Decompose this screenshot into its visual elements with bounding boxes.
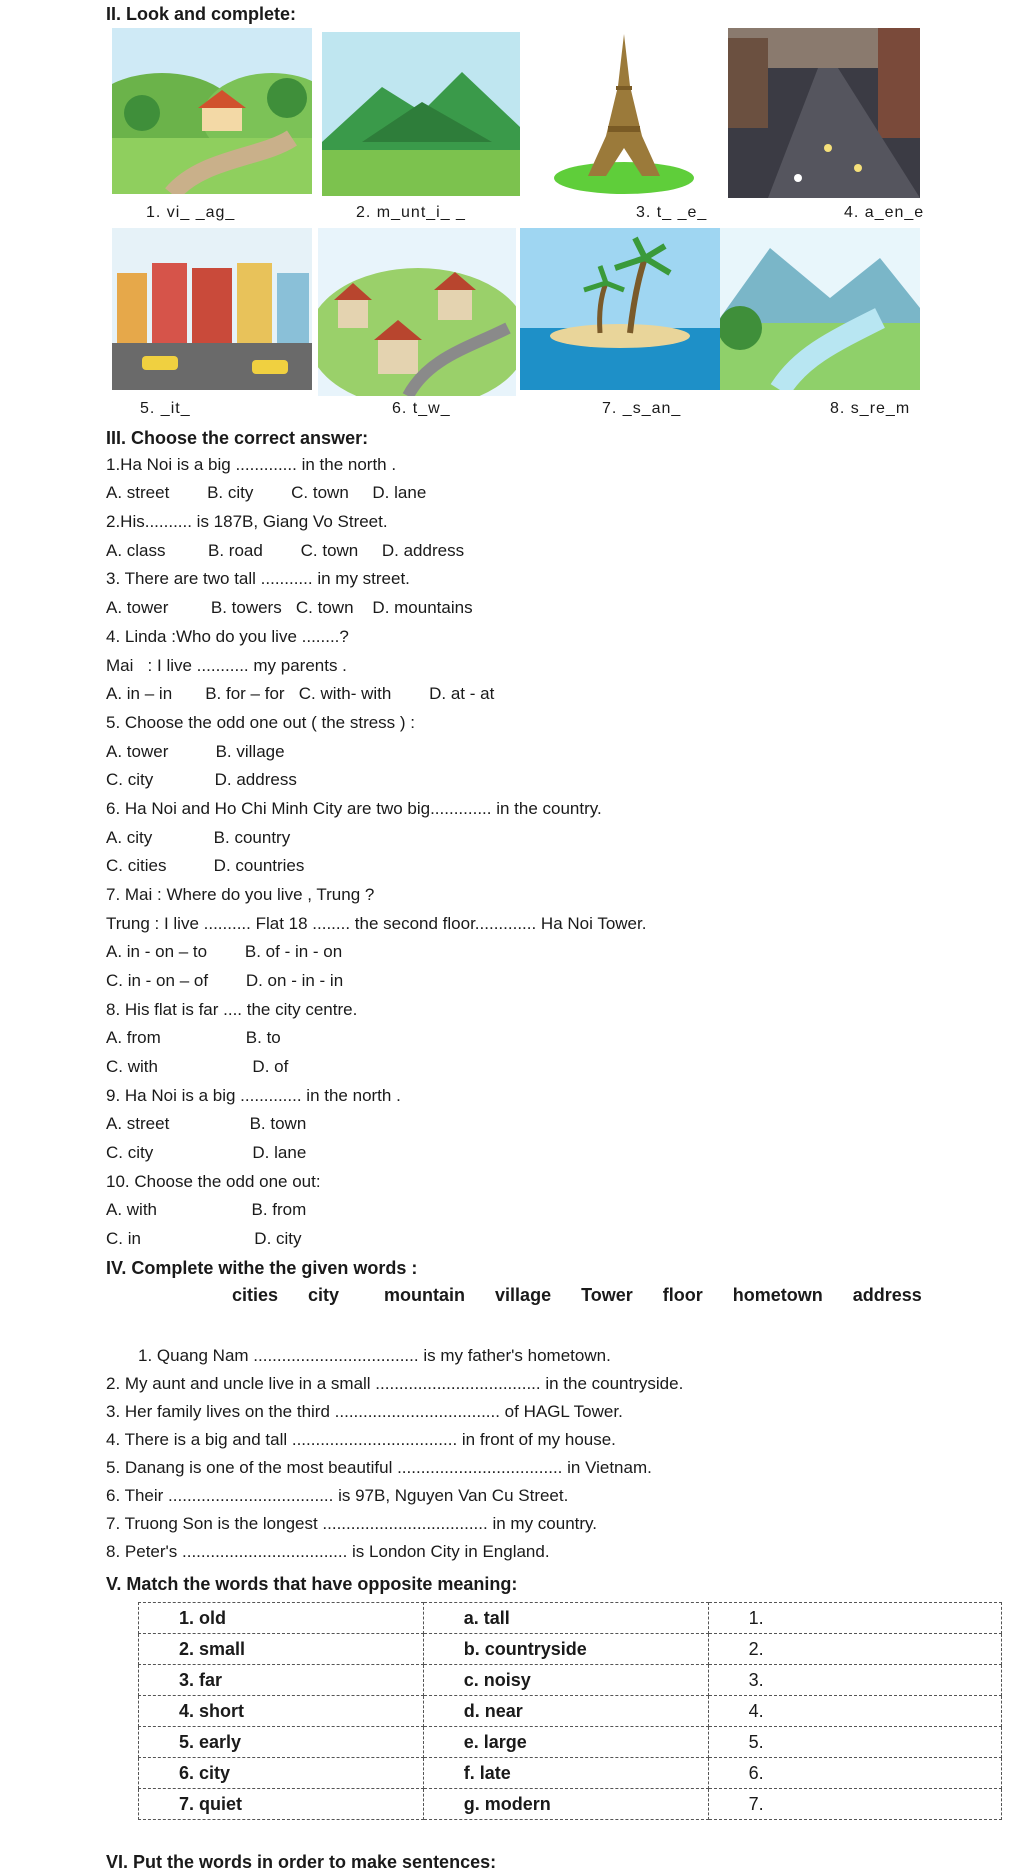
q5-options-ab: A. tower B. village	[106, 742, 285, 761]
fill-item-5: 5. Danang is one of the most beautiful ................................... in Vietnam.	[106, 1458, 652, 1477]
q8-options-ab: A. from B. to	[106, 1028, 281, 1047]
match-left: 3. far	[139, 1665, 424, 1696]
q9-options-cd: C. city D. lane	[106, 1143, 307, 1162]
q4-options: A. in – in B. for – for C. with- with D. at - at	[106, 684, 495, 703]
city-image	[112, 228, 312, 390]
table-row	[139, 1789, 1002, 1820]
q1-text: 1.Ha Noi is a big ............. in the north .	[106, 455, 397, 474]
q2-text: 2.His.......... is 187B, Giang Vo Street.	[106, 512, 388, 531]
q7-reply: Trung : I live .......... Flat 18 ........ the second floor............. Ha Noi Tower.	[106, 914, 647, 933]
match-left: 7. quiet	[139, 1789, 424, 1820]
tower-image	[530, 26, 718, 198]
fill-item-7: 7. Truong Son is the longest ................................... in my country.	[106, 1514, 597, 1533]
match-left: 6. city	[139, 1758, 424, 1789]
fill-item-8: 8. Peter's ................................... is London City in England.	[106, 1542, 550, 1561]
match-left: 4. short	[139, 1696, 424, 1727]
answer-cell[interactable]: 1.	[708, 1603, 1001, 1634]
section-2-title: II. Look and complete:	[106, 4, 297, 24]
q1-options: A. street B. city C. town D. lane	[106, 483, 427, 502]
match-right: g. modern	[423, 1789, 708, 1820]
answer-cell[interactable]: 3.	[708, 1665, 1001, 1696]
match-right: e. large	[423, 1727, 708, 1758]
q6-options-ab: A. city B. country	[106, 828, 291, 847]
caption-1: 1. vi_ _ag_	[146, 204, 236, 221]
caption-5: 5. _it_	[140, 400, 191, 417]
fill-item-3: 3. Her family lives on the third ................................... of HAGL Tower.	[106, 1402, 623, 1421]
q3-options: A. tower B. towers C. town D. mountains	[106, 598, 473, 617]
match-right: f. late	[423, 1758, 708, 1789]
table-row	[139, 1634, 1002, 1665]
q10-text: 10. Choose the odd one out:	[106, 1172, 321, 1191]
q2-options: A. class B. road C. town D. address	[106, 541, 465, 560]
town-image	[318, 228, 516, 396]
table-row	[139, 1603, 1002, 1634]
fill-item-4: 4. There is a big and tall ................................... in front of my house.	[106, 1430, 616, 1449]
q6-options-cd: C. cities D. countries	[106, 856, 305, 875]
section-3-title: III. Choose the correct answer:	[106, 428, 369, 448]
caption-7: 7. _s_an_	[602, 400, 682, 417]
table-row	[139, 1727, 1002, 1758]
q5-text: 5. Choose the odd one out ( the stress ) :	[106, 713, 416, 732]
match-right: a. tall	[423, 1603, 708, 1634]
q7-text: 7. Mai : Where do you live , Trung ?	[106, 885, 375, 904]
q10-options-cd: C. in D. city	[106, 1229, 302, 1248]
mountain-image	[322, 32, 520, 196]
caption-3: 3. t_ _e_	[636, 204, 708, 221]
match-right: b. countryside	[423, 1634, 708, 1665]
q3-text: 3. There are two tall ........... in my street.	[106, 569, 410, 588]
table-row	[139, 1758, 1002, 1789]
section-5-title: V. Match the words that have opposite meaning:	[106, 1574, 518, 1594]
match-left: 5. early	[139, 1727, 424, 1758]
q4-text: 4. Linda :Who do you live ........?	[106, 627, 349, 646]
stream-image	[720, 228, 920, 390]
village-image	[112, 28, 312, 194]
q7-options-ab: A. in - on – to B. of - in - on	[106, 942, 343, 961]
q8-options-cd: C. with D. of	[106, 1057, 289, 1076]
q9-options-ab: A. street B. town	[106, 1114, 307, 1133]
answer-cell[interactable]: 4.	[708, 1696, 1001, 1727]
q6-text: 6. Ha Noi and Ho Chi Minh City are two big............. in the country.	[106, 799, 602, 818]
caption-4: 4. a_en_e	[844, 204, 925, 221]
match-left: 1. old	[139, 1603, 424, 1634]
island-image	[520, 228, 720, 390]
match-table	[138, 1602, 1002, 1820]
caption-6: 6. t_w_	[392, 400, 451, 417]
fill-item-1: 1. Quang Nam ................................... is my father's hometown.	[138, 1346, 611, 1365]
answer-cell[interactable]: 2.	[708, 1634, 1001, 1665]
q7-options-cd: C. in - on – of D. on - in - in	[106, 971, 344, 990]
match-right: c. noisy	[423, 1665, 708, 1696]
answer-cell[interactable]: 5.	[708, 1727, 1001, 1758]
fill-item-2: 2. My aunt and uncle live in a small ................................... in the countryside.	[106, 1374, 684, 1393]
section-4-title: IV. Complete withe the given words :	[106, 1258, 418, 1278]
q4-reply: Mai : I live ........... my parents .	[106, 656, 347, 675]
q10-options-ab: A. with B. from	[106, 1200, 307, 1219]
match-right: d. near	[423, 1696, 708, 1727]
table-row	[139, 1696, 1002, 1727]
caption-8: 8. s_re_m	[830, 400, 911, 417]
fill-item-6: 6. Their ................................... is 97B, Nguyen Van Cu Street.	[106, 1486, 569, 1505]
q8-text: 8. His flat is far .... the city centre.	[106, 1000, 358, 1019]
answer-cell[interactable]: 6.	[708, 1758, 1001, 1789]
word-bank: cities city mountain village Tower floor hometown address	[232, 1285, 922, 1305]
q5-options-cd: C. city D. address	[106, 770, 297, 789]
q9-text: 9. Ha Noi is a big ............. in the north .	[106, 1086, 401, 1105]
answer-cell[interactable]: 7.	[708, 1789, 1001, 1820]
caption-2: 2. m_unt_i_ _	[356, 204, 466, 221]
table-row	[139, 1665, 1002, 1696]
avenue-image	[728, 28, 920, 198]
match-left: 2. small	[139, 1634, 424, 1665]
section-6-title: VI. Put the words in order to make sentences:	[106, 1852, 497, 1872]
